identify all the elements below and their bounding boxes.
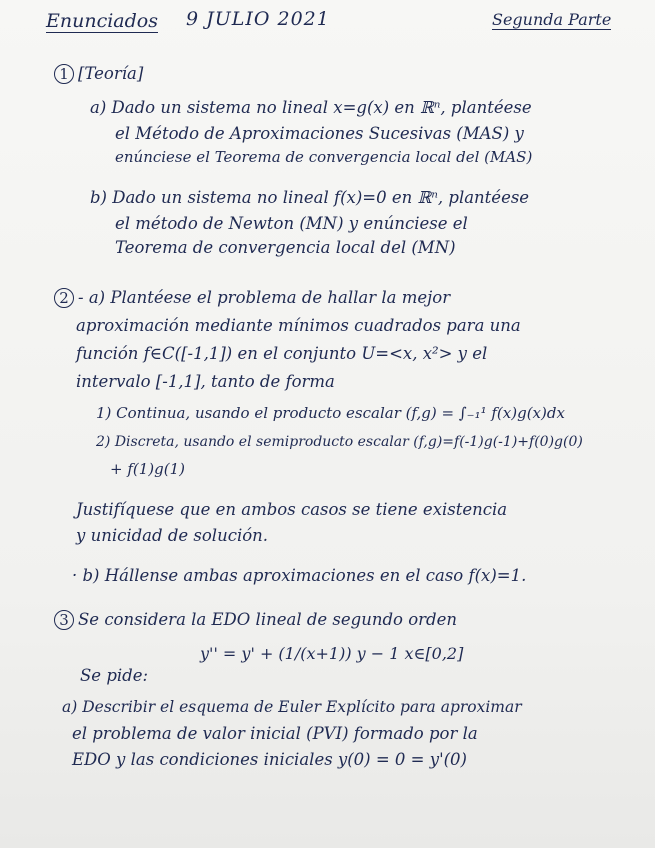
header-date: 9 JULIO 2021 (186, 8, 330, 30)
q3-intro-line (54, 610, 457, 630)
q3-equation: y'' = y' + (1/(x+1)) y − 1 x∈[0,2] (200, 644, 464, 663)
header-right: Segunda Parte (492, 10, 612, 29)
q2-b-line: · b) Hállense ambas aproximaciones en el caso f(x)=1. (72, 566, 527, 585)
q1-title: [Teoría] (78, 64, 144, 83)
q1-a-line-2: el Método de Aproximaciones Sucesivas (MAS) y (115, 124, 524, 143)
q2-a-line-1: 2 - a) Plantéese el problema de hallar la mejor (54, 288, 450, 308)
q3-a-line-3: EDO y las condiciones iniciales y(0) = 0 = y'(0) (72, 750, 467, 769)
q3-a-line-2: el problema de valor inicial (PVI) formado por la (72, 724, 478, 743)
q2-just-line-2: y unicidad de solución. (76, 526, 269, 545)
q2-a-line-3: función f∈C([-1,1]) en el conjunto U=<x, x²> y el (76, 344, 488, 363)
header-left: Enunciados (46, 10, 158, 32)
q1-heading (54, 64, 143, 84)
q3-pide: Se pide: (80, 666, 149, 685)
q2-a-line-4: intervalo [-1,1], tanto de forma (76, 372, 335, 391)
q3-intro: Se considera la EDO lineal de segundo orden (78, 610, 458, 629)
q1-b-line-3: Teorema de convergencia local del (MN) (115, 238, 456, 257)
q1-a-line-1: a) Dado un sistema no lineal x=g(x) en ℝⁿ, plantéese (90, 98, 532, 117)
q1-b-line-1: b) Dado un sistema no lineal f(x)=0 en ℝⁿ, plantéese (90, 188, 530, 207)
q2-item-2: 2) Discreta, usando el semiproducto escalar (f,g)=f(-1)g(-1)+f(0)g(0) (96, 434, 583, 450)
q1-a-line-3: enúnciese el Teorema de convergencia local del (MAS) (115, 148, 533, 166)
q2-item-3: + f(1)g(1) (110, 460, 185, 478)
q1-number: 1 (54, 64, 74, 84)
q3-a-line-1: a) Describir el esquema de Euler Explícito para aproximar (62, 698, 522, 716)
q1-b-line-2: el método de Newton (MN) y enúnciese el (115, 214, 468, 233)
q2-item-1: 1) Continua, usando el producto escalar (f,g) = ∫₋₁¹ f(x)g(x)dx (96, 404, 565, 422)
q2-just-line-1: Justifíquese que en ambos casos se tiene existencia (76, 500, 508, 519)
q2-a-line-2: aproximación mediante mínimos cuadrados para una (76, 316, 521, 335)
q3-number: 3 (54, 610, 74, 630)
q2-a-text: a) Plantéese el problema de hallar la mejor (88, 288, 451, 307)
q2-number: 2 (54, 288, 74, 308)
